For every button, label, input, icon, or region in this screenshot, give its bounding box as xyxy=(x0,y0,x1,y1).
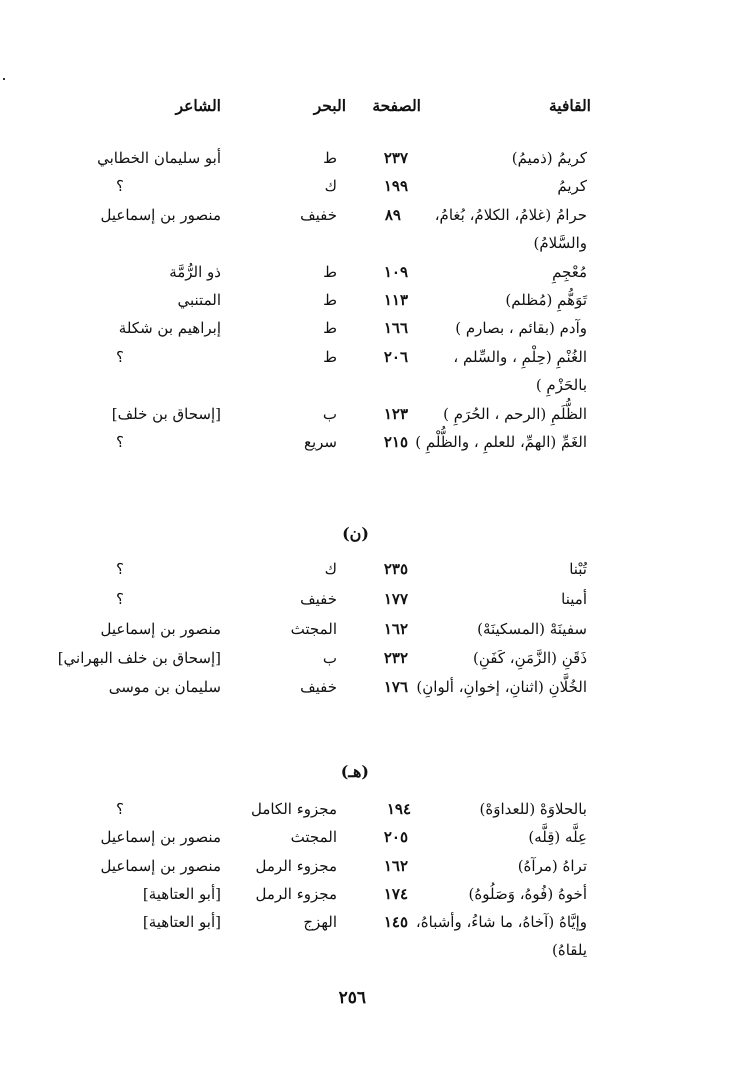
rhyme-cell: وإيَّاهُ (آخاهُ، ما شاءُ، وأشباهُ، xyxy=(415,913,587,931)
poet-cell: [إسحاق بن خلف] xyxy=(111,405,221,423)
page-cell: ١٧٦ xyxy=(383,678,408,696)
meter-cell: ط xyxy=(323,291,337,309)
rhyme-cell: الخُلَّانِ (اثنانِ، إخوانِ، ألوانِ) xyxy=(416,678,587,696)
page-cell: ٢٣٥ xyxy=(383,560,408,578)
scan-speck xyxy=(3,78,5,80)
section-title-ha: (هـ) xyxy=(340,762,369,781)
page-cell: ١٠٩ xyxy=(383,263,408,281)
poet-cell: ؟ xyxy=(116,560,124,578)
rhyme-cell: حرامُ (غلامُ، الكلامُ، بُغامُ، xyxy=(434,206,587,224)
meter-cell: ط xyxy=(323,319,337,337)
meter-cell: خفيف xyxy=(300,206,337,224)
page-cell: ٢٣٢ xyxy=(383,649,408,667)
poet-cell: منصور بن إسماعيل xyxy=(100,828,221,846)
meter-cell: ط xyxy=(323,348,337,366)
rhyme-cell: تُبْنا xyxy=(569,560,587,578)
rhyme-cell: أخوهُ (فُوهُ، وَصَلُوهُ) xyxy=(468,885,587,903)
page-cell: ٢٣٧ xyxy=(383,149,408,167)
meter-cell: سريع xyxy=(303,433,337,451)
meter-cell: خفيف xyxy=(300,678,337,696)
poet-cell: [إسحاق بن خلف البهراني] xyxy=(57,649,221,667)
poet-cell: ؟ xyxy=(116,177,124,195)
rhyme-cell: مُعْجِمِ xyxy=(552,263,587,281)
rhyme-cell: الغَمِّ (الهمِّ، للعلمِ ، والظُّلْمِ ) xyxy=(415,433,587,451)
meter-cell: ب xyxy=(322,405,337,423)
poet-cell: ذو الرُّمَّة xyxy=(169,263,221,281)
page-cell: ٨٩ xyxy=(384,206,401,224)
page-cell: ١٢٣ xyxy=(383,405,408,423)
meter-cell: خفيف xyxy=(300,590,337,608)
meter-cell: ك xyxy=(324,560,337,578)
poet-cell: [أبو العتاهية] xyxy=(142,885,221,903)
header-rhyme: القافية xyxy=(549,96,591,115)
rhyme-cell-continuation: يلقاهُ) xyxy=(551,941,587,959)
rhyme-cell: أمينا xyxy=(561,590,587,608)
meter-cell: مجزوء الكامل xyxy=(250,800,337,818)
rhyme-cell-continuation: بالحَزْمِ ) xyxy=(535,376,587,394)
poet-cell: منصور بن إسماعيل xyxy=(100,620,221,638)
rhyme-cell: كريمُ (ذميمُ) xyxy=(511,149,587,167)
page-cell: ٢٠٦ xyxy=(383,348,408,366)
rhyme-cell: وآدم (بقائم ، بصارم ) xyxy=(455,319,587,337)
rhyme-cell: تراهُ (مرآهُ) xyxy=(517,857,587,875)
poet-cell: سليمان بن موسى xyxy=(108,678,221,696)
page-cell: ١٦٢ xyxy=(383,620,408,638)
page-cell: ١٤٥ xyxy=(383,913,408,931)
page-cell: ١٧٧ xyxy=(383,590,408,608)
poet-cell: ؟ xyxy=(116,800,124,818)
page-cell: ١١٣ xyxy=(383,291,408,309)
poet-cell: ؟ xyxy=(116,433,124,451)
meter-cell: ط xyxy=(323,263,337,281)
poet-cell: إبراهيم بن شكلة xyxy=(118,319,221,337)
page-cell: ١٩٤ xyxy=(386,800,411,818)
poet-cell: منصور بن إسماعيل xyxy=(100,857,221,875)
rhyme-cell: عِلَّه (قِلَّه) xyxy=(528,828,587,846)
meter-cell: مجزوء الرمل xyxy=(255,857,337,875)
rhyme-cell: بالحلاوَهْ (للعداوَهْ) xyxy=(479,800,587,818)
meter-cell: الهزج xyxy=(303,913,337,931)
header-meter: البحر xyxy=(313,96,346,115)
meter-cell: ط xyxy=(323,149,337,167)
meter-cell: المجتث xyxy=(290,828,337,846)
rhyme-cell: ذَقَنِ (الزَّمَنِ، كَفَنِ) xyxy=(473,649,587,667)
page-cell: ١٧٤ xyxy=(383,885,408,903)
poet-cell: ؟ xyxy=(116,348,124,366)
meter-cell: ك xyxy=(324,177,337,195)
poet-cell: [أبو العتاهية] xyxy=(142,913,221,931)
meter-cell: مجزوء الرمل xyxy=(255,885,337,903)
rhyme-cell: الظُّلَمِ (الرحم ، الحُرَمِ ) xyxy=(443,405,587,423)
section-title-nun: (ن) xyxy=(342,524,369,543)
rhyme-cell-continuation: والسَّلامُ) xyxy=(533,234,587,252)
poet-cell: أبو سليمان الخطابي xyxy=(97,149,221,167)
rhyme-cell: كريمُ xyxy=(557,177,587,195)
poet-cell: منصور بن إسماعيل xyxy=(100,206,221,224)
page-cell: ١٦٢ xyxy=(383,857,408,875)
poet-cell: المتنبي xyxy=(177,291,221,309)
page-cell: ١٩٩ xyxy=(383,177,408,195)
page-number: ٢٥٦ xyxy=(338,988,366,1008)
rhyme-cell: تَوَهُّمِ (مُظلم) xyxy=(505,291,587,309)
meter-cell: المجتث xyxy=(290,620,337,638)
header-poet: الشاعر xyxy=(175,96,221,115)
poet-cell: ؟ xyxy=(116,590,124,608)
page-cell: ٢١٥ xyxy=(383,433,408,451)
rhyme-cell: الغُنْمِ (حِلْمِ ، والسِّلم ، xyxy=(453,348,587,366)
rhyme-cell: سفينَهْ (المسكينَهْ) xyxy=(477,620,587,638)
meter-cell: ب xyxy=(322,649,337,667)
page-cell: ٢٠٥ xyxy=(383,828,408,846)
header-page: الصفحة xyxy=(372,96,421,115)
page-cell: ١٦٦ xyxy=(383,319,408,337)
